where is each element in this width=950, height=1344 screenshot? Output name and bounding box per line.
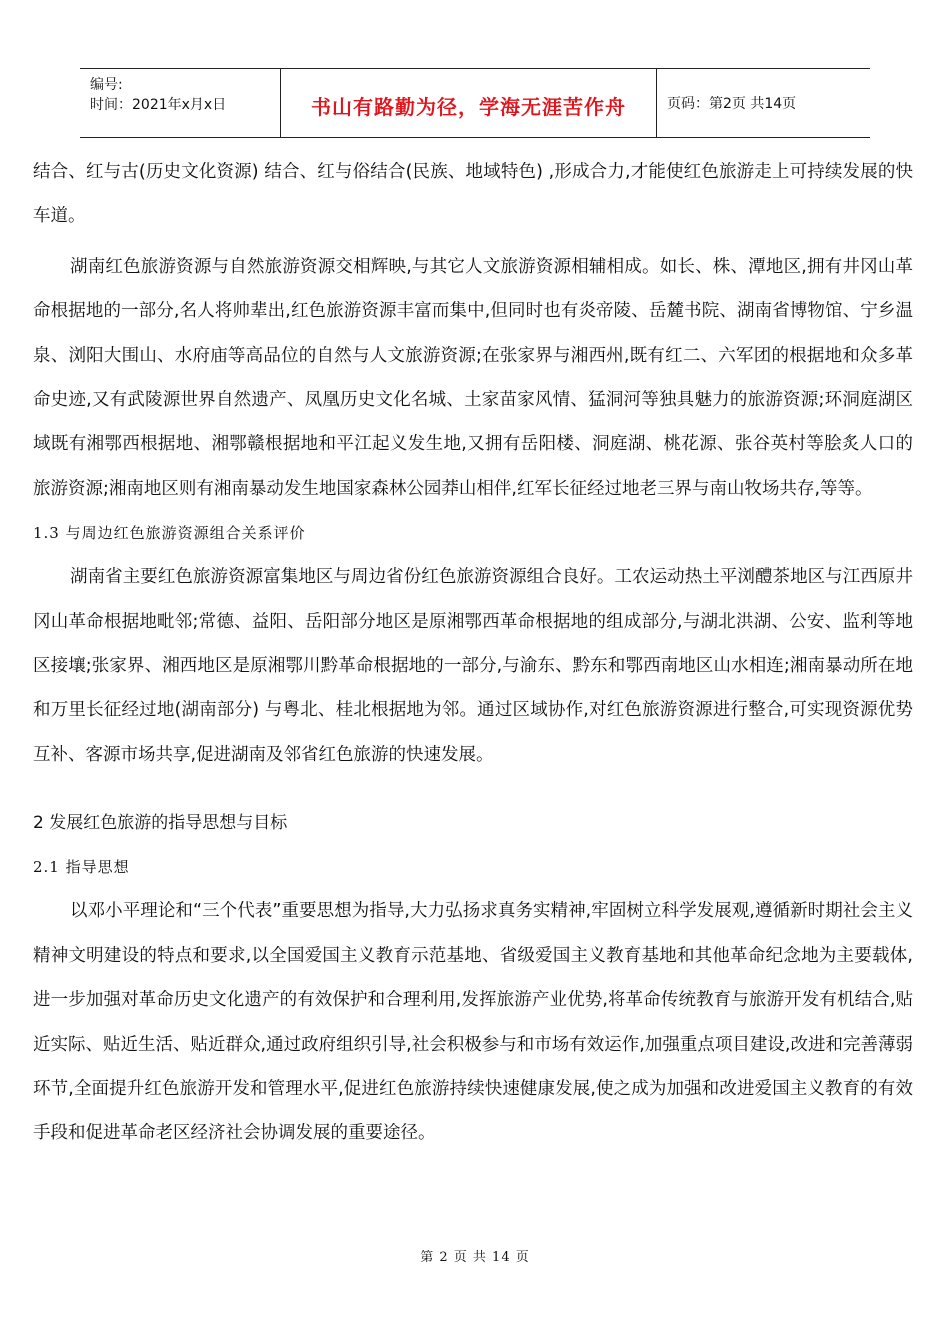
page-footer: 第 2 页 共 14 页	[420, 1250, 530, 1265]
header-left-cell	[80, 69, 281, 137]
paragraph-regional-combination: 湖南省主要红色旅游资源富集地区与周边省份红色旅游资源组合良好。工农运动热土平浏醴茶地区与江西原井冈山革命根据地毗邻;常德、益阳、岳阳部分地区是原湘鄂西革命根据地的组成部分,与湖北洪湖、公安、监利等地区接壤;张家界、湘西地区是原湘鄂川黔革命根据地的一部分,与渝东、黔东和鄂西南地区山水相连;湘南暴动所在地和万里长征经过地(湖南部分) 与粤北、桂北根据地为邻。通过区域协作,对红色旅游资源进行整合,可实现资源优势互补、客源市场共享,促进湖南及邻省红色旅游的快速发展。	[33, 567, 913, 765]
document-time-label: 时间：2021年x月x日	[90, 97, 227, 113]
header-page-label: 页码：第2页 共14页	[667, 96, 797, 112]
header-motto-cell	[281, 69, 657, 137]
document-number-label: 编号:	[90, 77, 123, 93]
header-page-cell	[657, 69, 870, 137]
header-motto: 书山有路勤为径，学海无涯苦作舟	[311, 94, 626, 119]
document-header	[80, 68, 870, 138]
section-heading-1-3: 1.3 与周边红色旅游资源组合关系评价	[33, 524, 306, 543]
document-body	[33, 150, 913, 1156]
paragraph-guiding-thought: 以邓小平理论和“三个代表”重要思想为指导,大力弘扬求真务实精神,牢固树立科学发展观,遵循新时期社会主义精神文明建设的特点和要求,以全国爱国主义教育示范基地、省级爱国主义教育基地和其他革命纪念地为主要载体,进一步加强对革命历史文化遗产的有效保护和合理利用,发挥旅游产业优势,将革命传统教育与旅游开发有机结合,贴近实际、贴近生活、贴近群众,通过政府组织引导,社会积极参与和市场有效运作,加强重点项目建设,改进和完善薄弱环节,全面提升红色旅游开发和管理水平,促进红色旅游持续快速健康发展,使之成为加强和改进爱国主义教育的有效手段和促进革命老区经济社会协调发展的重要途径。	[33, 901, 913, 1144]
section-heading-2: 2 发展红色旅游的指导思想与目标	[33, 813, 288, 834]
paragraph-continuation: 结合、红与古(历史文化资源) 结合、红与俗结合(民族、地域特色) ,形成合力,才能使红色旅游走上可持续发展的快车道。	[33, 162, 913, 227]
section-heading-2-1: 2.1 指导思想	[33, 858, 130, 877]
paragraph-hunan-resources: 湖南红色旅游资源与自然旅游资源交相辉映,与其它人文旅游资源相辅相成。如长、株、潭地区,拥有井冈山革命根据地的一部分,名人将帅辈出,红色旅游资源丰富而集中,但同时也有炎帝陵、岳麓书院、湖南省博物馆、宁乡温泉、浏阳大围山、水府庙等高品位的自然与人文旅游资源;在张家界与湘西州,既有红二、六军团的根据地和众多革命史迹,又有武陵源世界自然遗产、凤凰历史文化名城、土家苗家风情、猛洞河等独具魅力的旅游资源;环洞庭湖区域既有湘鄂西根据地、湘鄂赣根据地和平江起义发生地,又拥有岳阳楼、洞庭湖、桃花源、张谷英村等脍炙人口的旅游资源;湘南地区则有湘南暴动发生地国家森林公园莽山相伴,红军长征经过地老三界与南山牧场共存,等等。	[33, 256, 913, 499]
